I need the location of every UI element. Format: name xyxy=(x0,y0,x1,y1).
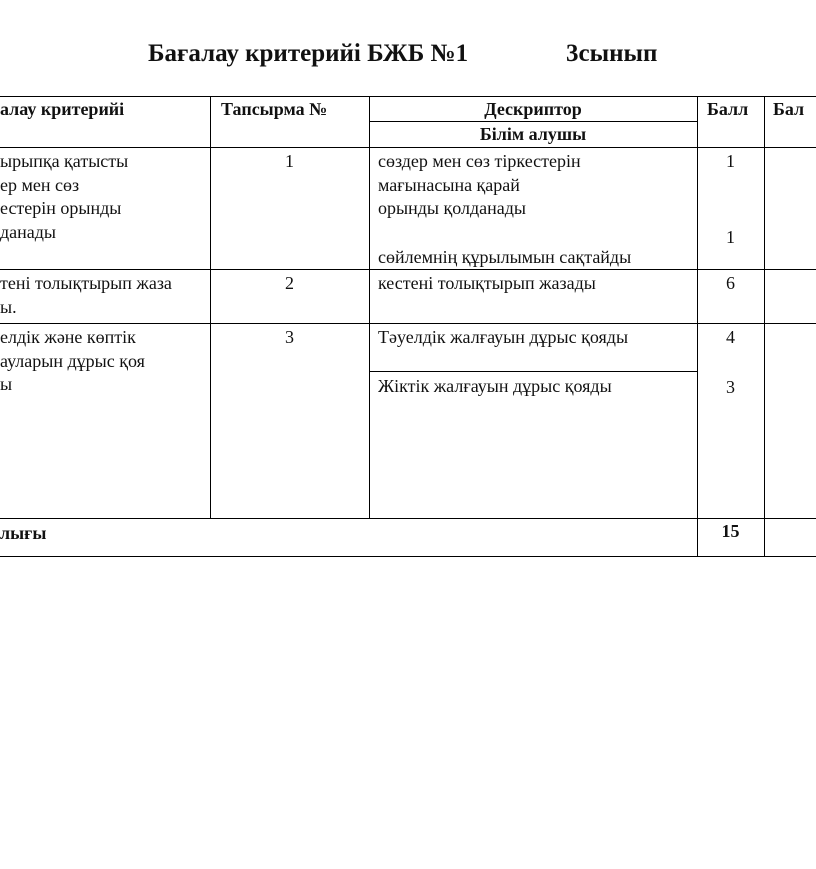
header-task: Тапсырма № xyxy=(221,99,328,119)
row3-criterion: елдік және көптік ауларын дұрыс қоя ы xyxy=(0,327,145,394)
row2-task: 2 xyxy=(285,273,294,293)
header-score: Балл xyxy=(707,99,749,119)
title-main: Бағалау критерийі БЖБ №1 xyxy=(148,40,469,67)
total-score: 15 xyxy=(721,521,740,541)
row3-task: 3 xyxy=(285,327,294,347)
row3-bottom-line xyxy=(0,518,816,519)
row1-task: 1 xyxy=(285,151,294,171)
row2-descriptor: кестені толықтырып жазады xyxy=(378,273,596,293)
table-border-bottom xyxy=(0,556,816,557)
row3-score-2: 3 xyxy=(726,377,735,397)
title-grade: 3сынып xyxy=(566,40,658,67)
row1-descriptor-2: сөйлемнің құрылымын сақтайды xyxy=(378,247,632,267)
header-score-2: Бал xyxy=(773,99,805,119)
header-descriptor-sub: Білім алушы xyxy=(479,124,587,144)
row1-criterion: ырыпқа қатысты ер мен сөз естерін орынды данады xyxy=(0,151,129,242)
row3-descriptor-2: Жіктік жалғауын дұрыс қояды xyxy=(378,376,612,396)
header-bottom-line xyxy=(0,147,816,148)
table-border-top xyxy=(0,96,816,97)
row1-descriptor-1: сөздер мен сөз тіркестерін мағынасына қарай орынды қолданады xyxy=(378,151,581,218)
header-criterion: алау критерийі xyxy=(0,99,125,119)
row3-score-1: 4 xyxy=(726,327,735,347)
row3-descriptor-1: Тәуелдік жалғауын дұрыс қояды xyxy=(378,327,629,347)
row2-bottom-line xyxy=(0,323,816,324)
row2-criterion: тені толықтырып жаза ы. xyxy=(0,273,172,317)
header-descriptor: Дескриптор xyxy=(484,99,582,119)
row1-score-2: 1 xyxy=(726,227,735,247)
row1-score-1: 1 xyxy=(726,151,735,171)
total-label: лығы xyxy=(0,523,47,543)
row2-score: 6 xyxy=(726,273,735,293)
col-line-4 xyxy=(764,96,765,556)
col-line-2 xyxy=(369,96,370,518)
descriptor-split-line xyxy=(369,371,697,372)
